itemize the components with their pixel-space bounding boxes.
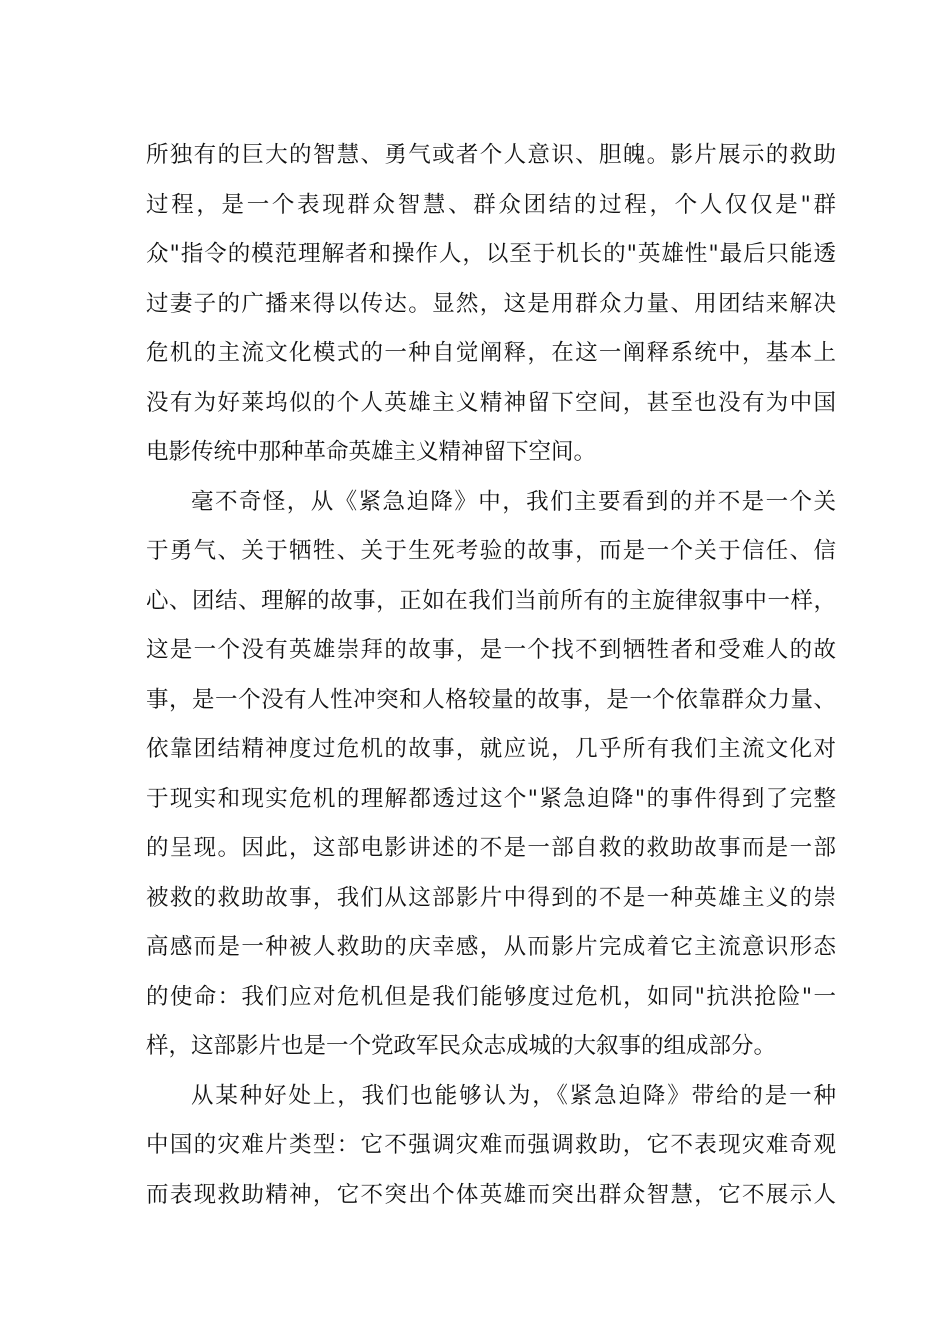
text-line: 过妻子的广播来得以传达。显然，这是用群众力量、用团结来解决 (146, 290, 836, 317)
text-line: 危机的主流文化模式的一种自觉阐释，在这一阐释系统中，基本上 (146, 340, 836, 366)
text-line: 高感而是一种被人救助的庆幸感，从而影片完成着它主流意识形态 (146, 934, 836, 960)
text-line: 事，是一个没有人性冲突和人格较量的故事，是一个依靠群众力量、 (146, 686, 836, 713)
text-line: 所独有的巨大的智慧、勇气或者个人意识、胆魄。影片展示的救助 (146, 142, 836, 168)
text-line: 依靠团结精神度过危机的故事，就应说，几乎所有我们主流文化对 (146, 736, 836, 762)
text-line: 这是一个没有英雄崇拜的故事，是一个找不到牺牲者和受难人的故 (146, 637, 836, 663)
text-line: 众"指令的模范理解者和操作人，以至于机长的"英雄性"最后只能透 (146, 241, 836, 267)
text-line: 于现实和现实危机的理解都透过这个"紧急迫降"的事件得到了完整 (146, 785, 836, 812)
text-line: 的使命：我们应对危机但是我们能够度过危机，如同"抗洪抢险"一 (146, 983, 836, 1010)
text-line: 心、团结、理解的故事，正如在我们当前所有的主旋律叙事中一样， (146, 587, 836, 614)
text-line: 中国的灾难片类型：它不强调灾难而强调救助，它不表现灾难奇观 (146, 1132, 836, 1158)
text-line: 没有为好莱坞似的个人英雄主义精神留下空间，甚至也没有为中国 (146, 389, 836, 416)
text-line: 的呈现。因此，这部电影讲述的不是一部自救的救助故事而是一部 (146, 835, 836, 861)
text-line: 样，这部影片也是一个党政军民众志成城的大叙事的组成部分。 (146, 1033, 777, 1059)
paragraph-first-line: 从某种好处上，我们也能够认为，《紧急迫降》带给的是一种 (191, 1082, 836, 1109)
text-line: 电影传统中那种革命英雄主义精神留下空间。 (146, 439, 597, 465)
text-line: 被救的救助故事，我们从这部影片中得到的不是一种英雄主义的崇 (146, 884, 836, 911)
text-line: 而表现救助精神，它不突出个体英雄而突出群众智慧，它不展示人 (146, 1181, 836, 1208)
body-text (146, 131, 836, 1220)
text-line: 于勇气、关于牺牲、关于生死考验的故事，而是一个关于信任、信 (146, 538, 836, 564)
text-line: 过程，是一个表现群众智慧、群众团结的过程，个人仅仅是"群 (146, 191, 836, 218)
paragraph-first-line: 毫不奇怪，从《紧急迫降》中，我们主要看到的并不是一个关 (191, 488, 836, 515)
